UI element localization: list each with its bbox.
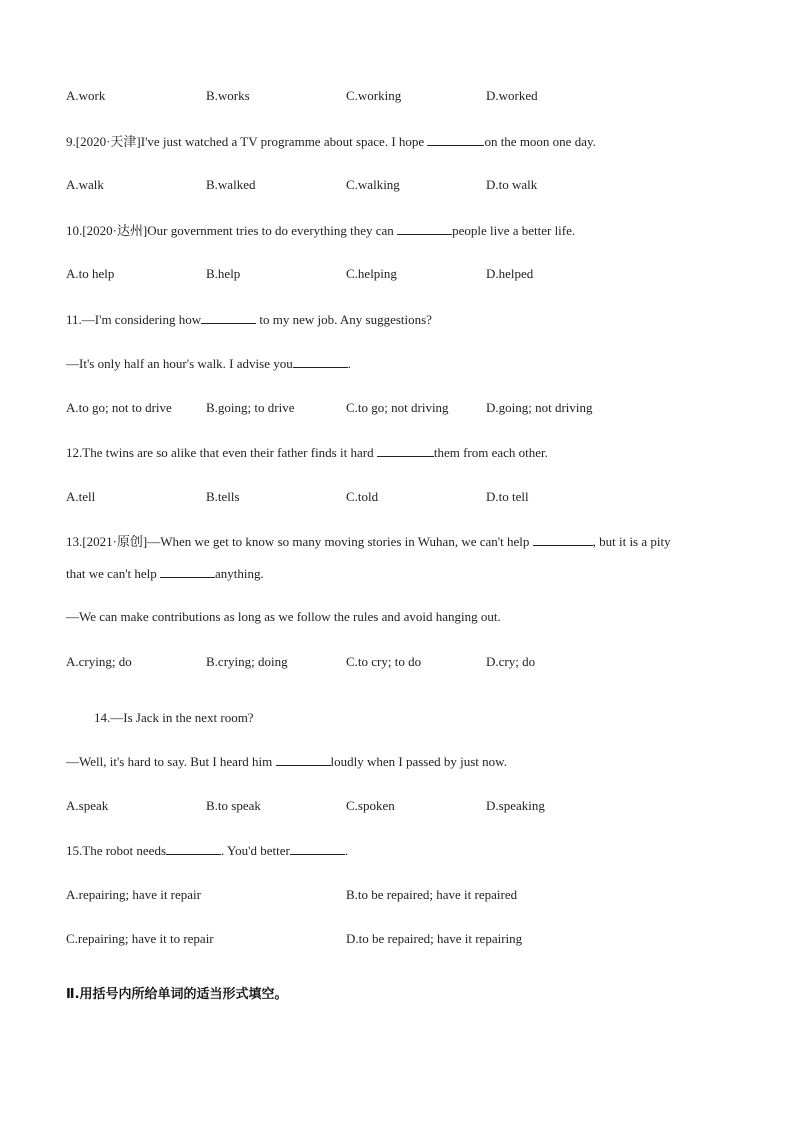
q13-option-b: B.crying; doing — [206, 654, 288, 669]
q15-option-c: C.repairing; have it to repair — [66, 931, 214, 946]
q8-option-b: B.works — [206, 88, 250, 103]
q14-option-a: A.speak — [66, 798, 109, 813]
q9-stem-before: 9.[2020·天津]I've just watched a TV programme about space. I hope — [66, 134, 428, 149]
q15-option-b: B.to be repaired; have it repaired — [346, 887, 518, 902]
q13-option-d: D.cry; do — [486, 654, 536, 669]
q11-answer-blank-1 — [201, 311, 256, 324]
q9-answer-blank — [427, 133, 484, 146]
q14-line1: 14.—Is Jack in the next room? — [94, 710, 254, 725]
q11-line1-after: to my new job. Any suggestions? — [256, 312, 432, 327]
q11-line2 — [66, 355, 351, 372]
q12-stem-before: 12.The twins are so alike that even their father finds it hard — [66, 445, 377, 460]
q13-line3: —We can make contributions as long as we follow the rules and avoid hanging out. — [66, 609, 501, 624]
q13-line2-after: anything. — [215, 566, 264, 581]
q15-stem-after: . — [344, 843, 349, 858]
q15-stem-middle: . You'd better — [221, 843, 290, 858]
q12-option-a: A.tell — [66, 489, 96, 504]
q14-line2-before: —Well, it's hard to say. But I heard him — [66, 754, 276, 769]
q11-line1-before: 11.—I'm considering how — [66, 312, 202, 327]
q9-option-d: D.to walk — [486, 177, 538, 192]
q10-stem-after: people live a better life. — [452, 223, 576, 238]
q14-option-b: B.to speak — [206, 798, 261, 813]
q13-line1-before: 13.[2021·原创]—When we get to know so many moving stories in Wuhan, we can't help — [66, 534, 533, 549]
q13-option-a: A.crying; do — [66, 654, 132, 669]
q10-stem — [66, 222, 575, 239]
q10-option-d: D.helped — [486, 266, 534, 281]
q9-option-c: C.walking — [346, 177, 400, 192]
q13-line2-before: that we can't help — [66, 566, 161, 581]
q12-option-b: B.tells — [206, 489, 240, 504]
q14-answer-blank — [276, 753, 331, 766]
q8-option-a: A.work — [66, 88, 106, 103]
q12-stem — [66, 444, 548, 461]
q13-line1-after: , but it is a pity — [592, 534, 671, 549]
q14-option-c: C.spoken — [346, 798, 395, 813]
q11-option-a: A.to go; not to drive — [66, 400, 172, 415]
q14-line2 — [66, 753, 507, 770]
q15-answer-blank-2 — [290, 842, 345, 855]
q14-line2-after: loudly when I passed by just now. — [330, 754, 507, 769]
q15-option-d: D.to be repaired; have it repairing — [346, 931, 523, 946]
q13-line1 — [66, 533, 671, 550]
q12-option-d: D.to tell — [486, 489, 529, 504]
q13-option-c: C.to cry; to do — [346, 654, 422, 669]
q11-line2-after: . — [347, 356, 351, 371]
q11-line2-before: —It's only half an hour's walk. I advise you — [66, 356, 293, 371]
q12-option-c: C.told — [346, 489, 379, 504]
q8-option-c: C.working — [346, 88, 402, 103]
q11-option-d: D.going; not driving — [486, 400, 593, 415]
q10-option-b: B.help — [206, 266, 241, 281]
q10-option-a: A.to help — [66, 266, 115, 281]
q12-answer-blank — [377, 444, 434, 457]
q11-option-c: C.to go; not driving — [346, 400, 449, 415]
q11-answer-blank-2 — [293, 355, 348, 368]
q14-option-d: D.speaking — [486, 798, 545, 813]
q11-line1 — [66, 311, 432, 328]
q13-answer-blank-2 — [160, 565, 215, 578]
q15-answer-blank-1 — [166, 842, 221, 855]
section-2-heading: Ⅱ.用括号内所给单词的适当形式填空。 — [66, 987, 288, 1002]
q15-stem-before: 15.The robot needs — [66, 843, 167, 858]
q13-answer-blank-1 — [533, 533, 593, 546]
q10-answer-blank — [397, 222, 452, 235]
q15-stem — [66, 842, 348, 859]
q10-stem-before: 10.[2020·达州]Our government tries to do everything they can — [66, 223, 398, 238]
q10-option-c: C.helping — [346, 266, 397, 281]
q9-stem-after: on the moon one day. — [484, 134, 596, 149]
q9-stem — [66, 133, 596, 150]
q12-stem-after: them from each other. — [433, 445, 548, 460]
q8-option-d: D.worked — [486, 88, 538, 103]
q11-option-b: B.going; to drive — [206, 400, 295, 415]
q15-option-a: A.repairing; have it repair — [66, 887, 201, 902]
q13-line2 — [66, 565, 264, 582]
q9-option-b: B.walked — [206, 177, 256, 192]
q9-option-a: A.walk — [66, 177, 104, 192]
